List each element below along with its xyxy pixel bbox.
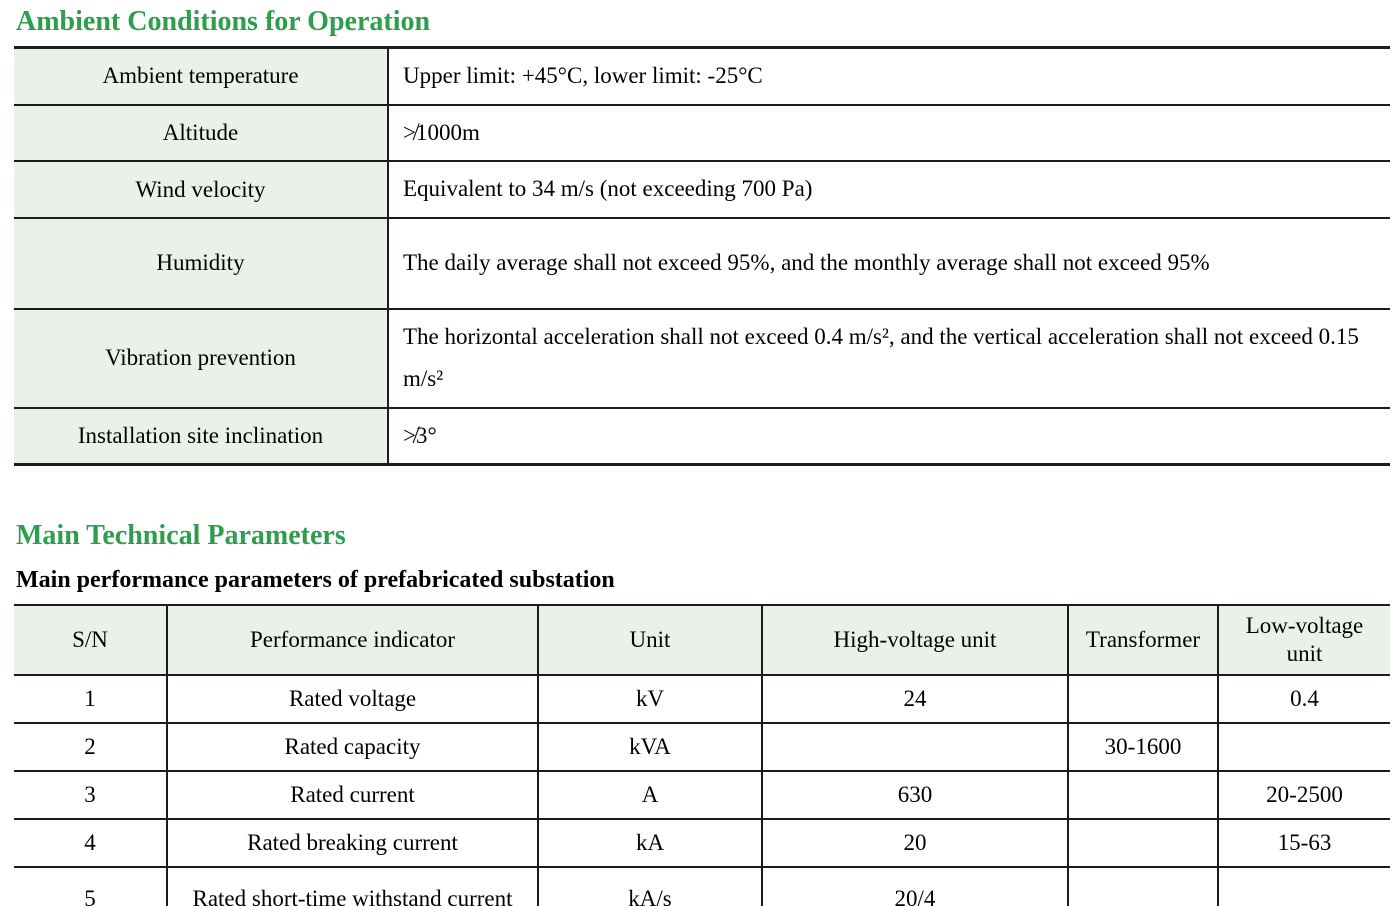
cell-low-voltage: 20-2500 — [1218, 771, 1390, 819]
cell-unit: kA — [538, 819, 762, 867]
cell-performance-indicator: Rated breaking current — [167, 819, 538, 867]
condition-value: ≯1000m — [403, 119, 480, 145]
condition-label: Altitude — [14, 105, 388, 162]
table-row — [14, 218, 1390, 309]
column-header-high-voltage-unit: High-voltage unit — [762, 605, 1068, 675]
condition-label: Humidity — [14, 218, 388, 309]
cell-unit: kV — [538, 675, 762, 723]
cell-sn: 4 — [14, 819, 167, 867]
condition-value: ≯3° — [403, 422, 437, 448]
table-row — [14, 309, 1390, 408]
column-header-transformer: Transformer — [1068, 605, 1218, 675]
cell-low-voltage: 15-63 — [1218, 819, 1390, 867]
table-row — [14, 867, 1390, 906]
column-header-low-voltage-unit: Low-voltage unit — [1218, 605, 1390, 675]
column-header-unit: Unit — [538, 605, 762, 675]
table-row — [14, 161, 1390, 218]
cell-sn: 2 — [14, 723, 167, 771]
table-header-row — [14, 605, 1390, 675]
column-header-sn: S/N — [14, 605, 167, 675]
condition-value: Equivalent to 34 m/s (not exceeding 700 Pa) — [403, 176, 813, 202]
cell-unit: kVA — [538, 723, 762, 771]
cell-high-voltage: 20/4 — [762, 867, 1068, 906]
cell-performance-indicator: Rated current — [167, 771, 538, 819]
cell-low-voltage — [1218, 867, 1390, 906]
cell-transformer — [1068, 675, 1218, 723]
parameters-section-title: Main Technical Parameters — [16, 520, 346, 552]
cell-low-voltage — [1218, 723, 1390, 771]
cell-performance-indicator: Rated capacity — [167, 723, 538, 771]
cell-high-voltage — [762, 723, 1068, 771]
cell-sn: 3 — [14, 771, 167, 819]
cell-unit: kA/s — [538, 867, 762, 906]
ambient-conditions-table — [14, 46, 1390, 466]
table-row — [14, 48, 1390, 105]
table-row — [14, 408, 1390, 465]
table-row — [14, 723, 1390, 771]
cell-high-voltage: 630 — [762, 771, 1068, 819]
table-row — [14, 105, 1390, 162]
cell-high-voltage: 20 — [762, 819, 1068, 867]
column-header-performance-indicator: Performance indicator — [167, 605, 538, 675]
condition-label: Wind velocity — [14, 161, 388, 218]
cell-transformer — [1068, 819, 1218, 867]
table-row — [14, 771, 1390, 819]
cell-high-voltage: 24 — [762, 675, 1068, 723]
cell-unit: A — [538, 771, 762, 819]
table-row — [14, 675, 1390, 723]
parameters-subtitle: Main performance parameters of prefabricated substation — [16, 566, 615, 593]
cell-performance-indicator: Rated short-time withstand current — [167, 867, 538, 906]
condition-value: Upper limit: +45°C, lower limit: -25°C — [403, 63, 763, 89]
cell-transformer — [1068, 867, 1218, 906]
ambient-section-title: Ambient Conditions for Operation — [16, 6, 431, 37]
table-row — [14, 819, 1390, 867]
condition-label: Vibration prevention — [14, 309, 388, 408]
performance-parameters-table — [14, 604, 1390, 906]
cell-low-voltage: 0.4 — [1218, 675, 1390, 723]
cell-transformer — [1068, 771, 1218, 819]
condition-label: Ambient temperature — [14, 48, 388, 105]
cell-transformer: 30-1600 — [1068, 723, 1218, 771]
condition-value: The horizontal acceleration shall not exceed 0.4 m/s², and the vertical acceleration shall not exceed 0.15 m/s² — [403, 323, 1359, 392]
condition-value: The daily average shall not exceed 95%, and the monthly average shall not exceed 95% — [403, 250, 1210, 276]
cell-sn: 1 — [14, 675, 167, 723]
condition-label: Installation site inclination — [14, 408, 388, 465]
cell-sn: 5 — [14, 867, 167, 906]
cell-performance-indicator: Rated voltage — [167, 675, 538, 723]
